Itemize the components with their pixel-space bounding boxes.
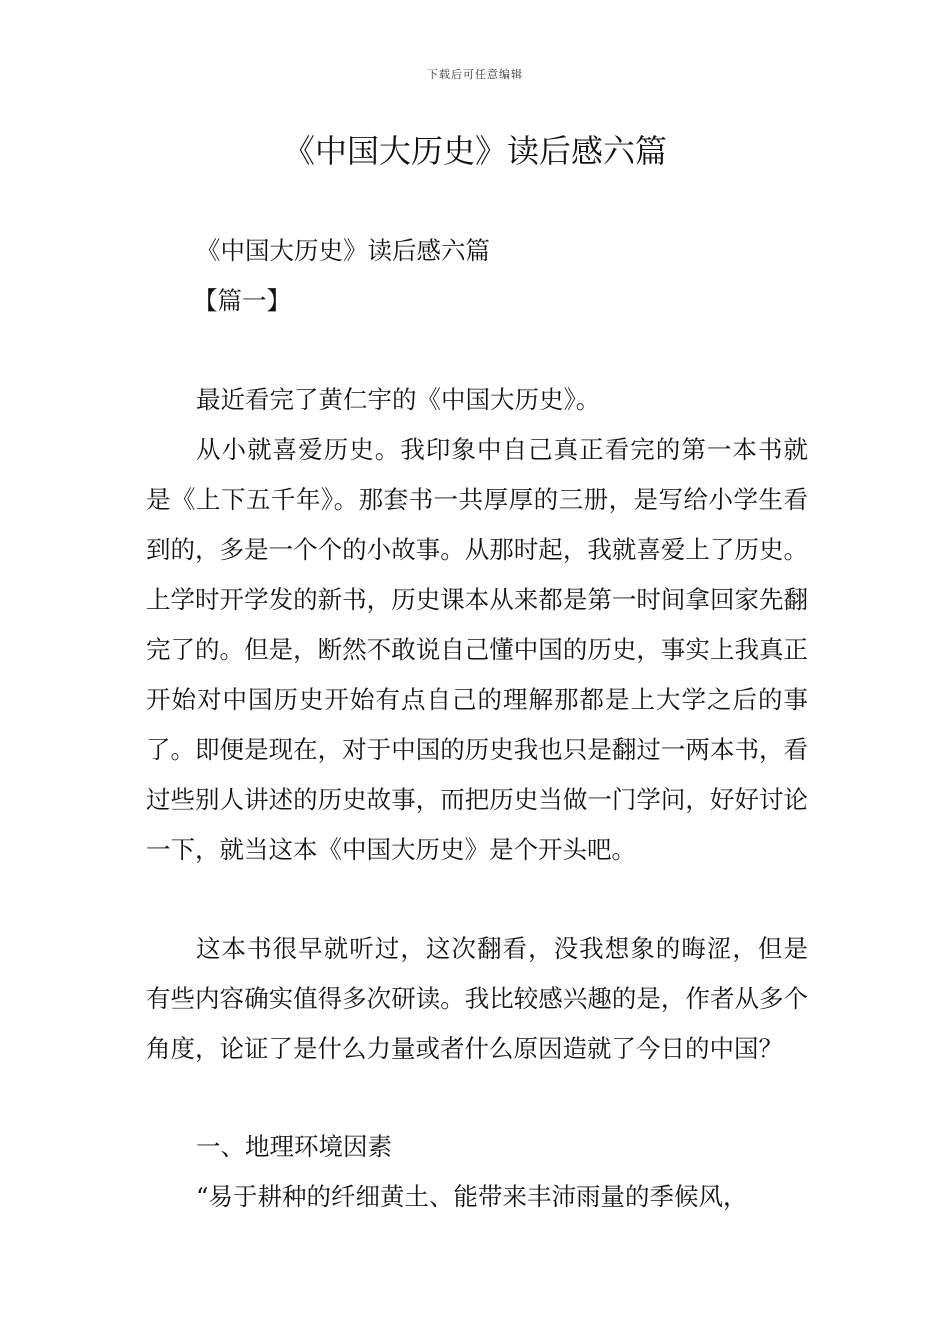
- body-paragraph-3: 这本书很早就听过，这次翻看，没我想象的晦涩，但是有些内容确实值得多次研读。我比较感兴趣的是，作者从多个角度，论证了是什么力量或者什么原因造就了今日的中国？: [146, 934, 808, 1063]
- section-heading: 一、地理环境因素: [196, 1132, 392, 1161]
- quote-paragraph: “易于耕种的纤细黄土、能带来丰沛雨量的季候风，: [196, 1182, 748, 1211]
- body-paragraph-2: 从小就喜爱历史。我印象中自己真正看完的第一本书就是《上下五千年》。那套书一共厚厚的三册，是写给小学生看到的，多是一个个的小故事。从那时起，我就喜爱上了历史。上学时开学发的新书，历史课本从来都是第一时间拿回家先翻完了的。但是，断然不敢说自己懂中国的历史，事实上我真正开始对中国历史开始有点自己的理解那都是上大学之后的事了。即便是现在，对于中国的历史我也只是翻过一两本书，看过些别人讲述的历史故事，而把历史当做一门学问，好好讨论一下，就当这本《中国大历史》是个开头吧。: [146, 435, 808, 864]
- document-subtitle: 《中国大历史》读后感六篇: [196, 236, 490, 265]
- page-header-note: 下载后可任意编辑: [427, 68, 523, 81]
- document-title: 《中国大历史》读后感六篇: [282, 132, 667, 170]
- section-marker: 【篇一】: [193, 286, 291, 315]
- body-paragraph-1: 最近看完了黄仁宇的《中国大历史》。: [196, 385, 601, 414]
